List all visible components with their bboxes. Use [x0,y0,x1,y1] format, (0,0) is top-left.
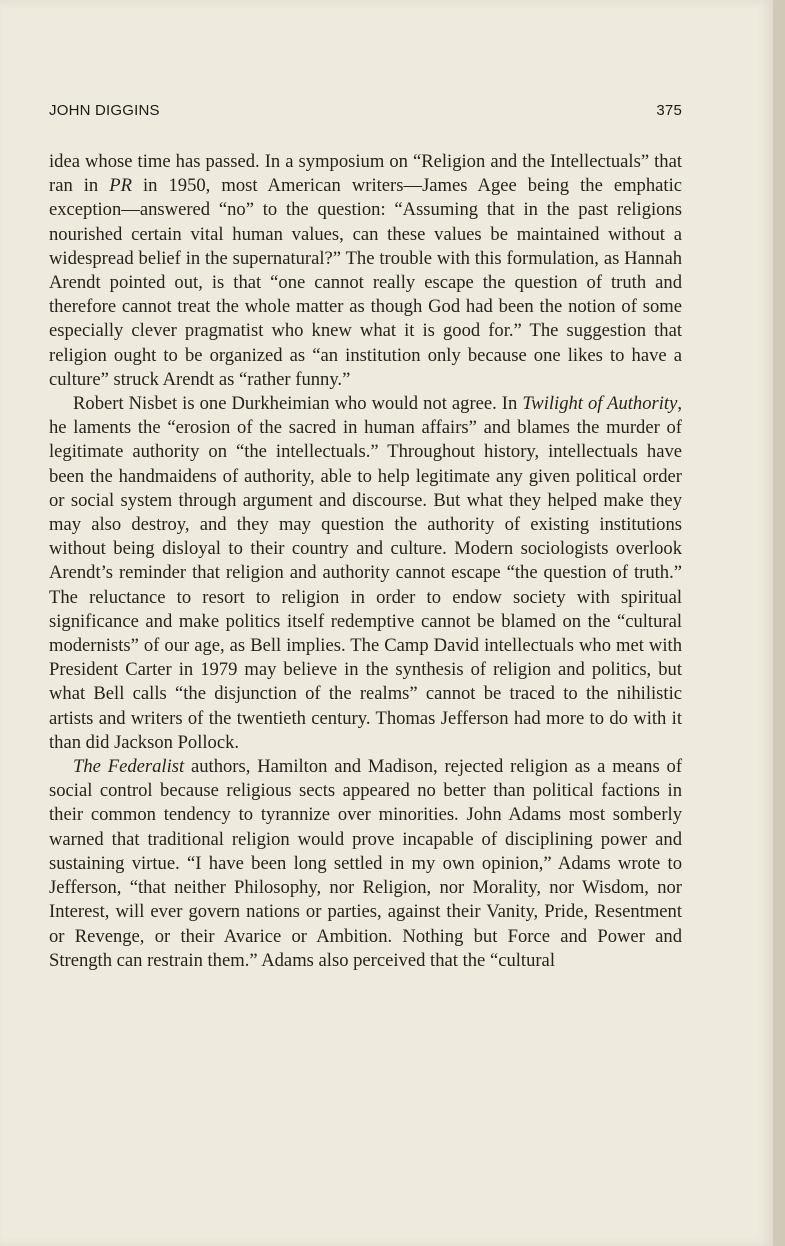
running-head-author: JOHN DIGGINS [49,102,160,119]
paragraph-1 [49,150,682,392]
body-text [49,150,682,973]
text-run: in 1950, most American writers—James Agee being the emphatic exception—answered “no” to the question: “Assuming that in the past religions nourished certain vital human values, can these values be maintained without a widespread belief in the supernatural?” The trouble with this formulation, as Hannah Arendt pointed out, is that “one cannot really escape the question of truth and therefore cannot treat the whole matter as though God had been the notion of some especially clever pragmatist who knew what it is good for.” The suggestion that religion ought to be organized as “an institution only because one likes to have a culture” struck Arendt as “rather funny.” [49,175,682,390]
paragraph-2 [49,392,682,755]
italic-run: PR [109,175,132,197]
text-run: idea whose time has passed. In a symposium on “Religion and the Intellectuals” that ran in [49,151,682,197]
page-edge [773,0,785,1246]
text-run: Robert Nisbet is one Durkheimian who would not agree. In [73,393,523,415]
text-run: authors, Hamilton and Madison, rejected religion as a means of social control because religious sects appeared no better than political factions in their common tendency to tyrannize over minorities. John Adams most somberly warned that traditional religion would prove incapable of disciplining power and sustaining virtue. “I have been long settled in my own opinion,” Adams wrote to Jefferson, “that neither Philosophy, nor Religion, nor Morality, nor Wisdom, nor Interest, will ever govern nations or parties, against their Vanity, Pride, Resentment or Revenge, or their Avarice or Ambition. Nothing but Force and Power and Strength can restrain them.” Adams also perceived that the “cultural [49,756,683,971]
text-run: , he laments the “erosion of the sacred in human affairs” and blames the murder of legitimate authority on “the intellectuals.” Throughout history, intellectuals have been the handmaidens of authority, able to help legitimate any given political order or social system through argument and discourse. But what they helped make they may also destroy, and they may question the authority of existing institutions without being disloyal to their country and culture. Modern sociologists overlook Arendt’s reminder that religion and authority cannot escape “the question of truth.” The reluctance to resort to religion in order to endow society with spiritual significance and make politics itself redemptive cannot be blamed on the “cultural modernists” of our age, as Bell implies. The Camp David intellectuals who met with President Carter in 1979 may believe in the synthesis of religion and politics, but what Bell calls “the disjunction of the realms” cannot be traced to the nihilistic artists and writers of the twentieth century. Thomas Jefferson had more to do with it than did Jackson Pollock. [49,393,682,753]
running-head [49,102,682,124]
paragraph-3 [49,755,682,973]
italic-run: Twilight of Authority [522,393,678,415]
page-number: 375 [656,102,682,119]
italic-run: The Federalist [73,756,185,778]
